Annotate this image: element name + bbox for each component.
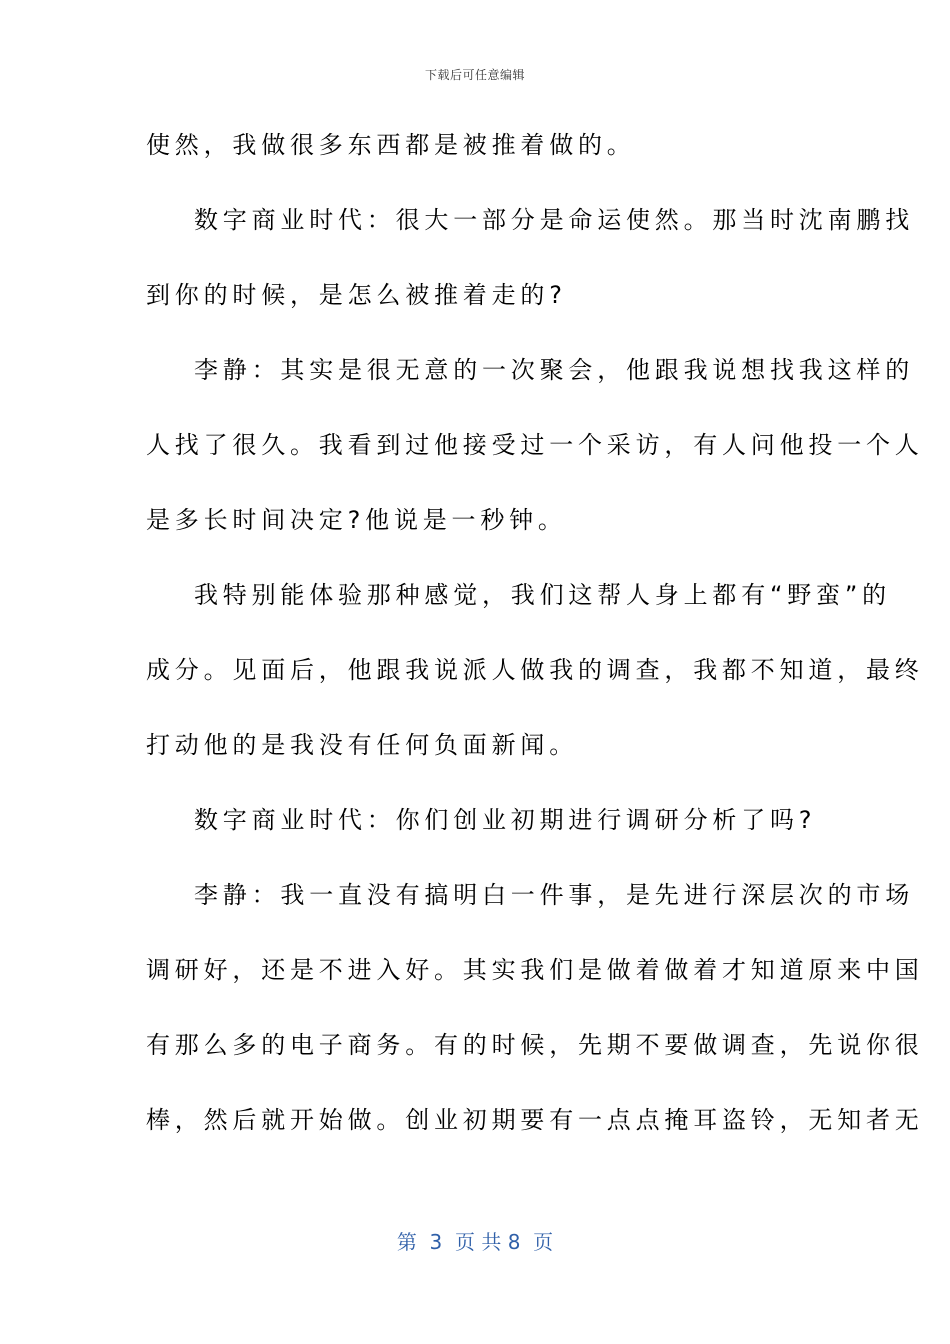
body-line: 人找了很久。我看到过他接受过一个采访，有人问他投一个人 bbox=[146, 431, 924, 459]
body-line: 有那么多的电子商务。有的时候，先期不要做调查，先说你很 bbox=[146, 1031, 924, 1059]
body-line: 数字商业时代：你们创业初期进行调研分析了吗? bbox=[194, 806, 817, 834]
body-line: 成分。见面后，他跟我说派人做我的调查，我都不知道，最终 bbox=[146, 656, 924, 684]
body-line: 李静：其实是很无意的一次聚会，他跟我说想找我这样的 bbox=[194, 356, 914, 384]
page-number-footer: 第 3 页 共 8 页 bbox=[396, 1230, 554, 1254]
body-line: 使然，我做很多东西都是被推着做的。 bbox=[146, 131, 636, 159]
body-line: 棒，然后就开始做。创业初期要有一点点掩耳盗铃，无知者无 bbox=[146, 1106, 924, 1134]
page-header: 下载后可任意编辑 bbox=[424, 68, 525, 82]
body-line: 是多长时间决定?他说是一秒钟。 bbox=[146, 506, 567, 534]
body-line: 我特别能体验那种感觉，我们这帮人身上都有“野蛮”的 bbox=[194, 581, 891, 609]
body-line: 调研好，还是不进入好。其实我们是做着做着才知道原来中国 bbox=[146, 956, 924, 984]
body-line: 数字商业时代：很大一部分是命运使然。那当时沈南鹏找 bbox=[194, 206, 914, 234]
body-line: 到你的时候，是怎么被推着走的? bbox=[146, 281, 567, 309]
body-line: 打动他的是我没有任何负面新闻。 bbox=[146, 731, 578, 759]
body-line: 李静：我一直没有搞明白一件事，是先进行深层次的市场 bbox=[194, 881, 914, 909]
